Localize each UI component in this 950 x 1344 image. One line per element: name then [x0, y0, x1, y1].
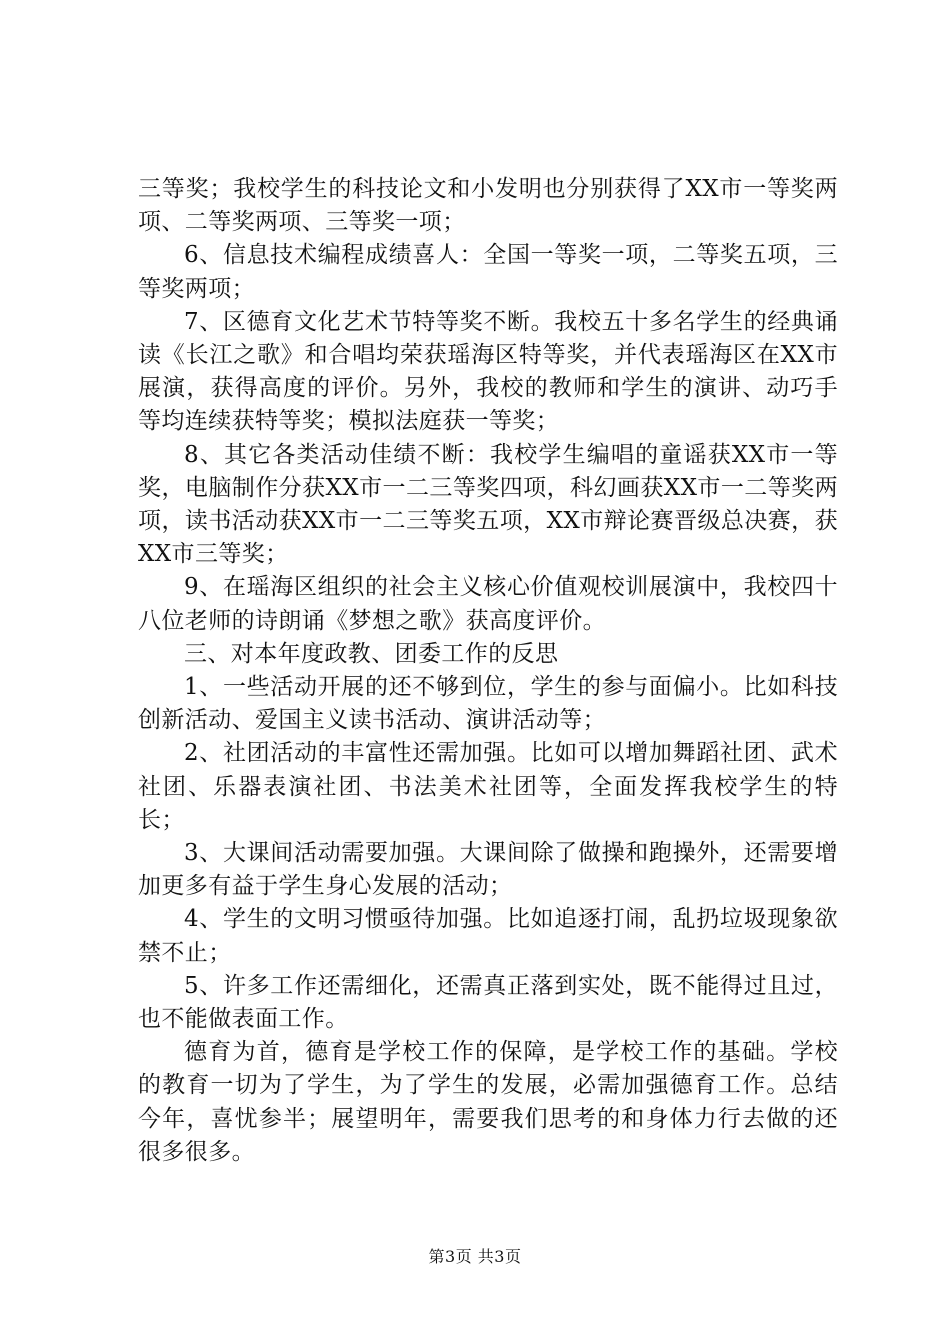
document-body: [138, 173, 838, 1169]
page-number: 第3页 共3页: [428, 1247, 522, 1266]
section-heading: 三、对本年度政教、团委工作的反思: [184, 640, 559, 667]
paragraph-item-9: 9、在瑶海区组织的社会主义核心价值观校训展演中，我校四十八位老师的诗朗诵《梦想之歌》获高度评价。: [138, 574, 838, 634]
paragraph-reflection-5: 5、许多工作还需细化，还需真正落到实处，既不能得过且过，也不能做表面工作。: [138, 972, 838, 1033]
paragraph-item-6: 6、信息技术编程成绩喜人：全国一等奖一项，二等奖五项，三等奖两项；: [138, 242, 838, 302]
paragraph-item-8: 8、其它各类活动佳绩不断：我校学生编唱的童谣获XX市一等奖，电脑制作分获XX市一二三等奖四项，科幻画获XX市一二等奖两项，读书活动获XX市一二三等奖五项，XX市辩论赛晋级总决赛，获XX市三等奖；: [138, 441, 838, 568]
paragraph-conclusion: 德育为首，德育是学校工作的保障，是学校工作的基础。学校的教育一切为了学生，为了学生的发展，必需加强德育工作。总结今年，喜忧参半；展望明年，需要我们思考的和身体力行去做的还很多很多。: [138, 1039, 838, 1165]
page-footer: [0, 1247, 950, 1267]
paragraph-item-7: 7、区德育文化艺术节特等奖不断。我校五十多名学生的经典诵读《长江之歌》和合唱均荣获瑶海区特等奖，并代表瑶海区在XX市展演，获得高度的评价。另外，我校的教师和学生的演讲、动巧手等均连续获特等奖；模拟法庭获一等奖；: [138, 308, 838, 435]
paragraph-reflection-3: 3、大课间活动需要加强。大课间除了做操和跑操外，还需要增加更多有益于学生身心发展的活动；: [138, 840, 838, 900]
paragraph-reflection-4: 4、学生的文明习惯亟待加强。比如追逐打闹，乱扔垃圾现象欲禁不止；: [138, 906, 838, 966]
paragraph-reflection-2: 2、社团活动的丰富性还需加强。比如可以增加舞蹈社团、武术社团、乐器表演社团、书法美术社团等，全面发挥我校学生的特长；: [138, 740, 838, 833]
paragraph-continuation: 三等奖；我校学生的科技论文和小发明也分别获得了XX市一等奖两项、二等奖两项、三等奖一项；: [138, 176, 838, 236]
paragraph-reflection-1: 1、一些活动开展的还不够到位，学生的参与面偏小。比如科技创新活动、爱国主义读书活动、演讲活动等；: [138, 674, 838, 734]
